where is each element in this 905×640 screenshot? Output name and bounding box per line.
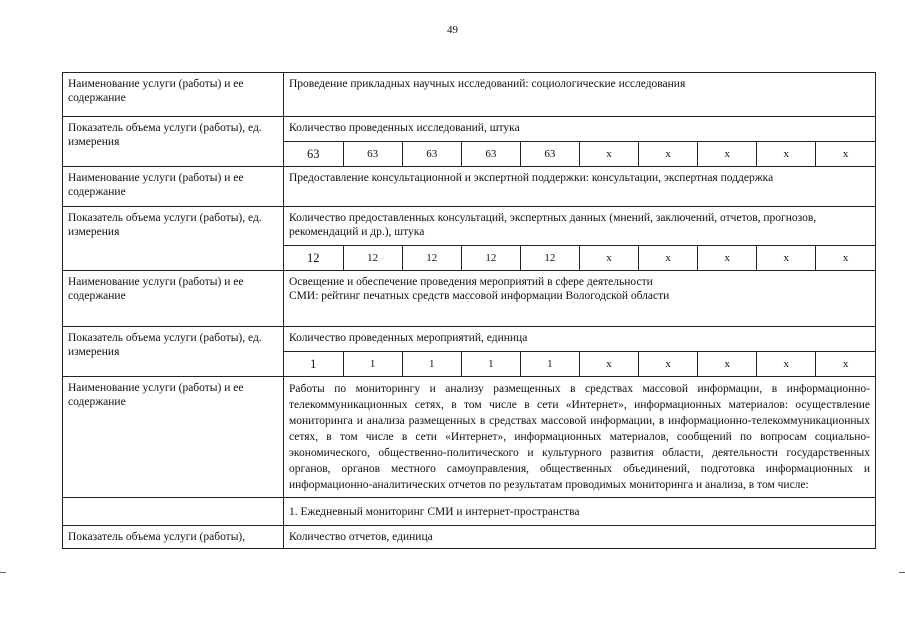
value-cell: 1 [461,352,520,377]
value-cell: 63 [343,142,402,167]
row-content-line: СМИ: рейтинг печатных средств массовой информации Вологодской области [289,290,670,302]
row-label: Наименование услуги (работы) и ее содержание [63,377,284,498]
table-row [63,73,876,117]
left-edge-mark [0,572,6,573]
right-edge-mark [899,572,905,573]
value-cell: 63 [284,142,343,167]
value-cell: 1 [520,352,579,377]
value-cell: 12 [343,246,402,271]
row-content [284,207,876,271]
value-cell: х [757,352,816,377]
value-cell: 12 [461,246,520,271]
value-cell: х [579,352,638,377]
row-content [284,117,876,167]
row-label [63,498,284,526]
row-label: Показатель объема услуги (работы), ед. измерения [63,117,284,167]
row-description: Количество проведенных исследований, штука [289,122,520,134]
table-row [63,327,876,377]
services-table [62,72,876,549]
value-cell: х [698,246,757,271]
value-cell: 12 [402,246,461,271]
value-cell: 63 [402,142,461,167]
table-row [63,207,876,271]
table-row [63,498,876,526]
row-content [284,327,876,377]
value-cell: 63 [461,142,520,167]
values-grid [284,141,875,166]
value-cell: х [816,246,875,271]
row-label: Показатель объема услуги (работы), [63,526,284,549]
value-cell: х [639,246,698,271]
row-content: Количество отчетов, единица [284,526,876,549]
row-content: 1. Ежедневный мониторинг СМИ и интернет-пространства [284,498,876,526]
row-label: Наименование услуги (работы) и ее содержание [63,271,284,327]
values-grid [284,245,875,270]
value-cell: х [639,142,698,167]
row-description: Количество проведенных мероприятий, единица [289,332,528,344]
row-content: Работы по мониторингу и анализу размещенных в средствах массовой информации, в информационно-телекоммуникационных сетях, в том числе в сети «Интернет», информационных материалов: осуществление мониторинга и анализа размещенных в средствах массовой информации, в информационно-телекоммуникационных сетях, в том числе в сети «Интернет», информационных материалов, сообщений по вопросам социально-экономического, общественно-политического и культурного развития области, деятельности государственных органов, органов местного самоуправления, общественных объединений, подготовка информационных и информационно-аналитических отчетов по результатам проводимых мониторинга и анализа, в том числе: [284,377,876,498]
value-cell: х [757,142,816,167]
value-cell: 12 [284,246,343,271]
row-content-line: Освещение и обеспечение проведения мероприятий в сфере деятельности [289,276,653,288]
row-label: Наименование услуги (работы) и ее содержание [63,167,284,207]
row-content [284,271,876,327]
value-cell: х [816,142,875,167]
value-cell: 1 [343,352,402,377]
value-cell: х [639,352,698,377]
value-cell: х [698,142,757,167]
value-cell: 1 [402,352,461,377]
table-row [63,526,876,549]
table-row [63,167,876,207]
row-label: Наименование услуги (работы) и ее содержание [63,73,284,117]
values-grid [284,351,875,376]
value-cell: х [579,142,638,167]
page-number: 49 [447,24,458,36]
row-description: Количество предоставленных консультаций, экспертных данных (мнений, заключений, отчетов, прогнозов, рекомендаций и др.), штука [289,212,817,238]
table-row [63,377,876,498]
row-content: Проведение прикладных научных исследований: социологические исследования [284,73,876,117]
value-cell: х [698,352,757,377]
value-cell: х [757,246,816,271]
table-row [63,271,876,327]
table-row [63,117,876,167]
value-cell: х [579,246,638,271]
value-cell: х [816,352,875,377]
row-content: Предоставление консультационной и экспертной поддержки: консультации, экспертная поддержка [284,167,876,207]
row-label: Показатель объема услуги (работы), ед. измерения [63,207,284,271]
value-cell: 1 [284,352,343,377]
value-cell: 63 [520,142,579,167]
value-cell: 12 [520,246,579,271]
row-label: Показатель объема услуги (работы), ед. измерения [63,327,284,377]
